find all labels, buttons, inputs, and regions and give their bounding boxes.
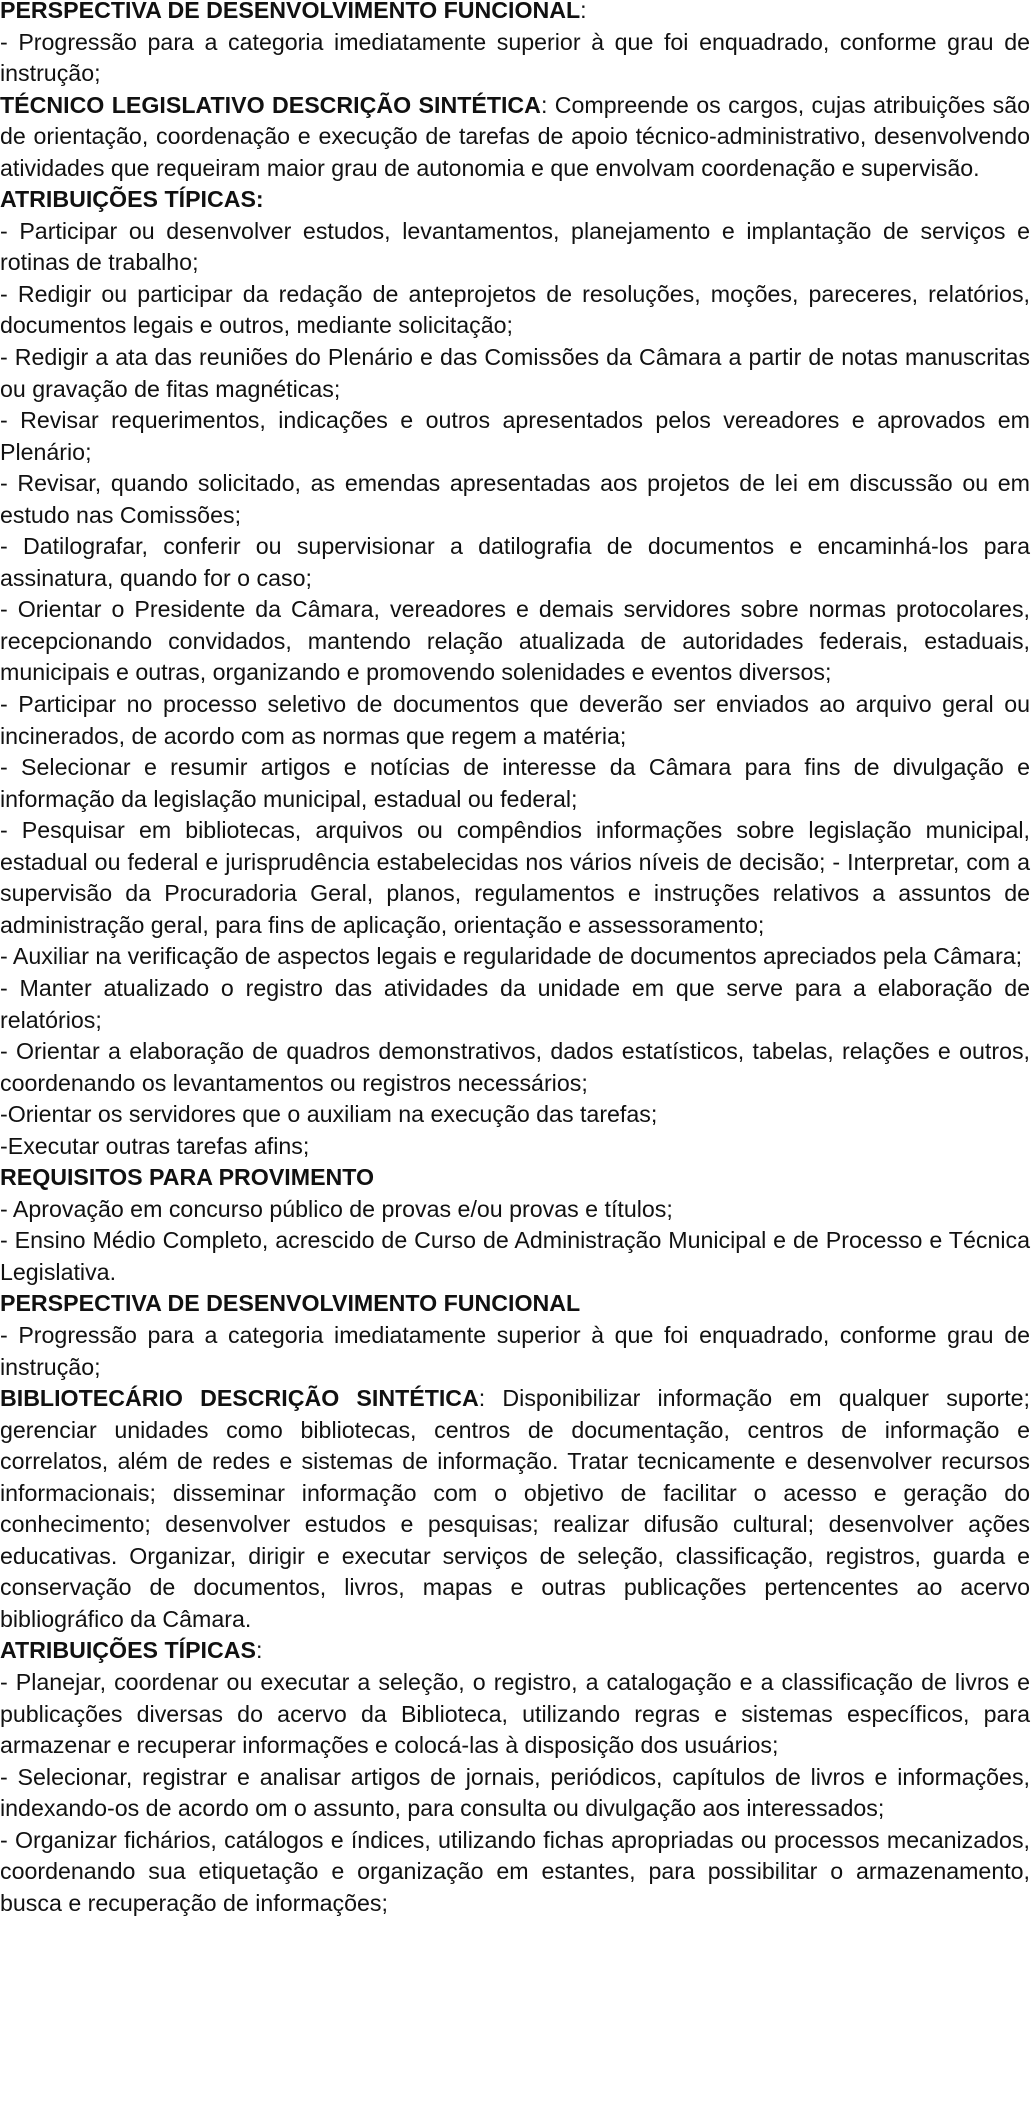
bibliotecario-atribuicoes-heading-line (0, 1635, 1030, 1667)
bibliotecario-atribuicao-item: - Planejar, coordenar ou executar a seleção, o registro, a catalogação e a classificação de livros e publicações diversas do acervo da Biblioteca, utilizando regras e sistemas específicos, para armazenar e recuperar informações e colocá-las à disposição dos usuários; (0, 1668, 1030, 1759)
intro-heading-suffix: : (580, 0, 587, 23)
tecnico-perspectiva-item: - Progressão para a categoria imediatamente superior à que foi enquadrado, conforme grau de instrução; (0, 1321, 1030, 1380)
tecnico-description: : Compreende os cargos, cujas atribuições são de orientação, coordenação e execução de tarefas de apoio técnico-administrativo, desenvolvendo atividades que requeiram maior grau de autonomia e que envolvam coordenação e supervisão. (0, 91, 1031, 181)
intro-item: - Progressão para a categoria imediatamente superior à que foi enquadrado, conforme grau de instrução; (0, 28, 1030, 87)
tecnico-atribuicao-item: - Orientar a elaboração de quadros demonstrativos, dados estatísticos, tabelas, relações e outros, coordenando os levantamentos ou registros necessários; (0, 1038, 1030, 1096)
tecnico-atribuicao-item: - Participar ou desenvolver estudos, levantamentos, planejamento e implantação de serviços e rotinas de trabalho; (0, 217, 1030, 276)
bibliotecario-description: : Disponibilizar informação em qualquer suporte; gerenciar unidades como bibliotecas, centros de documentação, centros de informação e correlatos, além de redes e sistemas de informação. Tratar tecnicamente e desenvolver recursos informacionais; disseminar informação com o objetivo de facilitar o acesso e geração do conhecimento; desenvolver estudos e pesquisas; realizar difusão cultural; desenvolver ações educativas. Organizar, dirigir e executar serviços de seleção, classificação, registros, guarda e conservação de documentos, livros, mapas e outras publicações pertencentes ao acervo bibliográfico da Câmara. (0, 1385, 1030, 1632)
tecnico-atribuicao-item: -Executar outras tarefas afins; (0, 1132, 310, 1159)
tecnico-title: TÉCNICO LEGISLATIVO DESCRIÇÃO SINTÉTICA (0, 91, 541, 118)
bibliotecario-description-paragraph (0, 1383, 1030, 1635)
tecnico-atribuicao-item: - Auxiliar na verificação de aspectos legais e regularidade de documentos apreciados pela Câmara; (0, 943, 1023, 970)
tecnico-atribuicoes-heading: ATRIBUIÇÕES TÍPICAS: (0, 186, 264, 213)
bibliotecario-atribuicoes-heading: ATRIBUIÇÕES TÍPICAS (0, 1637, 256, 1664)
tecnico-atribuicao-item: - Datilografar, conferir ou supervisionar a datilografia de documentos e encaminhá-los para assinatura, quando for o caso; (0, 533, 1030, 591)
tecnico-atribuicao-item: - Revisar, quando solicitado, as emendas apresentadas aos projetos de lei em discussão ou em estudo nas Comissões; (0, 470, 1030, 528)
tecnico-atribuicao-item: - Pesquisar em bibliotecas, arquivos ou compêndios informações sobre legislação municipal, estadual ou federal e jurisprudência estabelecidas nos vários níveis de decisão; - Interpretar, com a supervisão da Procuradoria Geral, planos, regulamentos e instruções relativos a assuntos de administração geral, para fins de aplicação, orientação e assessoramento; (0, 817, 1030, 938)
tecnico-atribuicao-item: - Participar no processo seletivo de documentos que deverão ser enviados ao arquivo geral ou incinerados, de acordo com as normas que regem a matéria; (0, 691, 1030, 749)
tecnico-atribuicao-item: - Orientar o Presidente da Câmara, vereadores e demais servidores sobre normas protocolares, recepcionando convidados, mantendo relação atualizada de autoridades federais, estaduais, municipais e outras, organizando e promovendo solenidades e eventos diversos; (0, 596, 1030, 686)
tecnico-atribuicao-item: - Revisar requerimentos, indicações e outros apresentados pelos vereadores e aprovados em Plenário; (0, 407, 1030, 465)
bibliotecario-title: BIBLIOTECÁRIO DESCRIÇÃO SINTÉTICA (0, 1385, 479, 1412)
tecnico-requisitos-heading: REQUISITOS PARA PROVIMENTO (0, 1164, 375, 1191)
tecnico-requisito-item: - Aprovação em concurso público de provas e/ou provas e títulos; (0, 1195, 673, 1222)
tecnico-atribuicao-item: - Selecionar e resumir artigos e notícias de interesse da Câmara para fins de divulgação e informação da legislação municipal, estadual ou federal; (0, 754, 1030, 812)
tecnico-requisito-item: - Ensino Médio Completo, acrescido de Curso de Administração Municipal e de Processo e Técnica Legislativa. (0, 1227, 1030, 1285)
intro-heading-line (0, 0, 1030, 27)
tecnico-atribuicao-item: -Orientar os servidores que o auxiliam na execução das tarefas; (0, 1101, 658, 1128)
tecnico-description-paragraph (0, 90, 1030, 185)
tecnico-atribuicao-item: - Redigir a ata das reuniões do Plenário e das Comissões da Câmara a partir de notas manuscritas ou gravação de fitas magnéticas; (0, 344, 1030, 402)
intro-heading: PERSPECTIVA DE DESENVOLVIMENTO FUNCIONAL (0, 0, 581, 23)
tecnico-perspectiva-heading: PERSPECTIVA DE DESENVOLVIMENTO FUNCIONAL (0, 1290, 581, 1317)
bibliotecario-atribuicoes-suffix: : (255, 1637, 263, 1664)
bibliotecario-atribuicao-item: - Selecionar, registrar e analisar artigos de jornais, periódicos, capítulos de livros e informações, indexando-os de acordo om o assunto, para consulta ou divulgação aos interessados; (0, 1763, 1030, 1822)
tecnico-atribuicao-item: - Manter atualizado o registro das atividades da unidade em que serve para a elaboração de relatórios; (0, 974, 1030, 1033)
tecnico-atribuicao-item: - Redigir ou participar da redação de anteprojetos de resoluções, moções, pareceres, relatórios, documentos legais e outros, mediante solicitação; (0, 280, 1030, 339)
bibliotecario-atribuicao-item: - Organizar fichários, catálogos e índices, utilizando fichas apropriadas ou processos mecanizados, coordenando sua etiquetação e organização em estantes, para possibilitar o armazenamento, busca e recuperação de informações; (0, 1826, 1030, 1916)
